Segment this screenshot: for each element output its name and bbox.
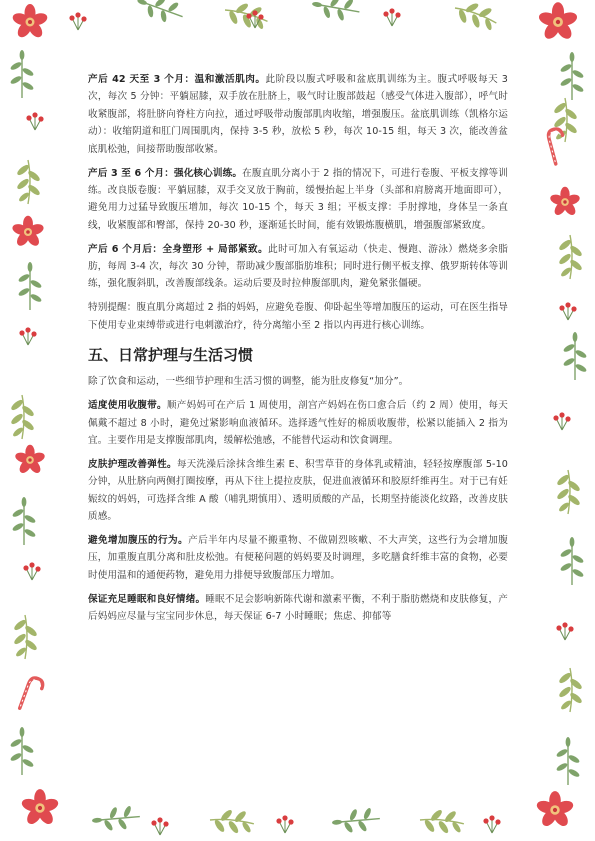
paragraph-postpartum-6-months	[88, 241, 508, 293]
fern-leaf-icon	[16, 160, 42, 204]
red-berry-icon	[553, 412, 570, 430]
paragraph-sleep-mood	[88, 591, 508, 626]
paragraph-text: 睡眠不足会影响新陈代谢和激素平衡，不利于脂肪燃烧和皮肤修复，产后妈妈应尽量与宝宝同步休息，每天保证 6-7 小时睡眠；焦虑、抑郁等	[88, 593, 508, 623]
green-leaf-branch-icon	[560, 537, 585, 585]
green-leaf-branch-icon	[563, 332, 588, 380]
green-leaf-branch-icon	[10, 50, 35, 98]
red-berry-icon	[151, 817, 168, 835]
red-flower-icon	[11, 216, 45, 248]
red-flower-icon	[535, 791, 575, 829]
green-leaf-branch-icon	[556, 737, 581, 785]
paragraph-text: 在腹直肌分离小于 2 指的情况下，可进行卷腹、平板支撑等训练。改良版卷腹：平躺屈膝，双手交叉放于胸前，缓慢抬起上半身（头部和肩膀离开地面即可），避免用力过猛导致腹压增加，每次 10-15 个，每天 3 组；平板支撑：手肘撑地，身体呈一条直线，收紧腹部和臀部，保持 20-30 秒，逐渐延长时间，能有效锻炼腹横肌，增强腹部紧致度。	[88, 167, 508, 231]
paragraph-text: 顺产妈妈可在产后 1 周使用，剖宫产妈妈在伤口愈合后（约 2 周）使用，每天佩戴不超过 8 小时，避免过紧影响血液循环。选择透气性好的棉质收腹带，松紧以能插入 2 指为宜。主要作用是支撑腹部肌肉，缓解松弛感，不能替代运动和饮食调理。	[88, 400, 508, 446]
paragraph-lead: 避免增加腹压的行为。	[88, 534, 189, 546]
paragraph-text: 此时可加入有氧运动（快走、慢跑、游泳）燃烧多余脂肪，每周 3-4 次，每次 30 分钟，帮助减少腹部脂肪堆积；同时进行侧平板支撑、俄罗斯转体等训练，强化腹斜肌，改善腹部线条。运动后要及时拉伸腹部肌肉，避免紧张僵硬。	[88, 243, 508, 290]
paragraph-intro	[88, 373, 508, 390]
red-berry-icon	[383, 8, 400, 26]
fern-leaf-icon	[558, 235, 584, 279]
green-leaf-branch-icon	[18, 262, 43, 310]
green-leaf-branch-icon	[91, 804, 141, 833]
paragraph-lead: 保证充足睡眠和良好情绪。	[88, 593, 206, 605]
red-berry-icon	[26, 112, 43, 130]
green-leaf-branch-icon	[560, 52, 585, 100]
red-berry-icon	[23, 562, 40, 580]
red-berry-icon	[556, 622, 573, 640]
green-leaf-branch-icon	[310, 0, 362, 24]
green-leaf-branch-icon	[10, 727, 35, 775]
paragraph-skin-care	[88, 456, 508, 526]
paragraph-lead: 产后 6 个月后：全身塑形 + 局部紧致。	[88, 243, 269, 255]
paragraph-lead: 产后 3 至 6 个月：强化核心训练。	[88, 167, 243, 179]
fern-leaf-icon	[451, 0, 501, 35]
green-leaf-branch-icon	[331, 806, 381, 835]
red-flower-icon	[11, 4, 49, 40]
red-berry-icon	[483, 815, 500, 833]
paragraph-text: 除了饮食和运动，一些细节护理和生活习惯的调整，能为肚皮修复“加分”。	[88, 376, 409, 388]
paragraph-postpartum-3-6-months	[88, 165, 508, 235]
red-berry-icon	[69, 12, 86, 30]
red-flower-icon	[14, 445, 46, 475]
red-flower-icon	[537, 2, 578, 41]
paragraph-lead: 产后 42 天至 3 个月：温和激活肌肉。	[88, 74, 266, 85]
red-berry-icon	[559, 302, 576, 320]
fern-leaf-icon	[556, 470, 582, 514]
fern-leaf-icon	[13, 615, 39, 659]
green-leaf-branch-icon	[12, 497, 37, 545]
paragraph-text: 产后半年内尽量不搬重物、不做剧烈咳嗽、不大声笑，这些行为会增加腹压，加重腹直肌分离和肚皮松弛。有便秘问题的妈妈要及时调理，多吃膳食纤维丰富的食物，必要时使用温和的通便药物，避免用力排便导致腹部压力增加。	[88, 534, 508, 581]
section-heading: 五、日常护理与生活习惯	[88, 346, 254, 365]
green-leaf-branch-icon	[133, 0, 187, 28]
candy-cane-icon	[20, 676, 45, 713]
paragraph-postpartum-42-days	[88, 71, 508, 158]
fern-leaf-icon	[553, 98, 579, 142]
paragraph-avoid-pressure	[88, 532, 508, 584]
paragraph-text: 此阶段以腹式呼吸和盆底肌训练为主。腹式呼吸每天 3 次，每次 5 分钟：平躺屈膝，双手放在肚脐上，吸气时让腹部鼓起（感受气体进入腹部），呼气时收紧腹部，将肚脐向脊柱方向拉，通过呼吸带动腹部肌肉收缩，增强腹压。盆底肌训练（凯格尔运动）：收缩阴道和肛门周围肌肉，保持 3-5 秒，放松 5 秒，每次 10-15 组，每天 3 次，能改善盆底肌松弛，间接帮助腹部收紧。	[88, 74, 508, 155]
red-berry-icon	[276, 815, 293, 833]
paragraph-text: 特别提醒：腹直肌分离超过 2 指的妈妈，应避免卷腹、仰卧起坐等增加腹压的运动，可在医生指导下使用专业束缚带或进行电刺激治疗，待分离缩小至 2 指以内再进行核心训练。	[88, 302, 508, 331]
red-berry-icon	[19, 327, 36, 345]
fern-leaf-icon	[419, 807, 465, 836]
paragraph-lead: 适度使用收腹带。	[88, 400, 167, 412]
paragraph-belly-band	[88, 397, 508, 449]
red-flower-icon	[549, 187, 581, 217]
fern-leaf-icon	[209, 807, 255, 836]
paragraph-text: 每天洗澡后涂抹含维生素 E、积雪草苷的身体乳或精油，轻轻按摩腹部 5-10 分钟，从肚脐向两侧打圈按摩，再从下往上提拉皮肤，促进血液循环和胶原纤维再生。对于已有妊娠纹的妈妈，可选择含维 A 酸（哺乳期慎用）、透明质酸的产品，长期坚持能淡化纹路，改善皮肤质感。	[88, 458, 508, 523]
article-body	[88, 71, 508, 632]
fern-leaf-icon	[10, 395, 36, 439]
paragraph-lead: 皮肤护理改善弹性。	[88, 458, 177, 470]
paragraph-special-reminder	[88, 299, 508, 334]
fern-leaf-icon	[558, 668, 584, 712]
red-flower-icon	[20, 789, 60, 827]
